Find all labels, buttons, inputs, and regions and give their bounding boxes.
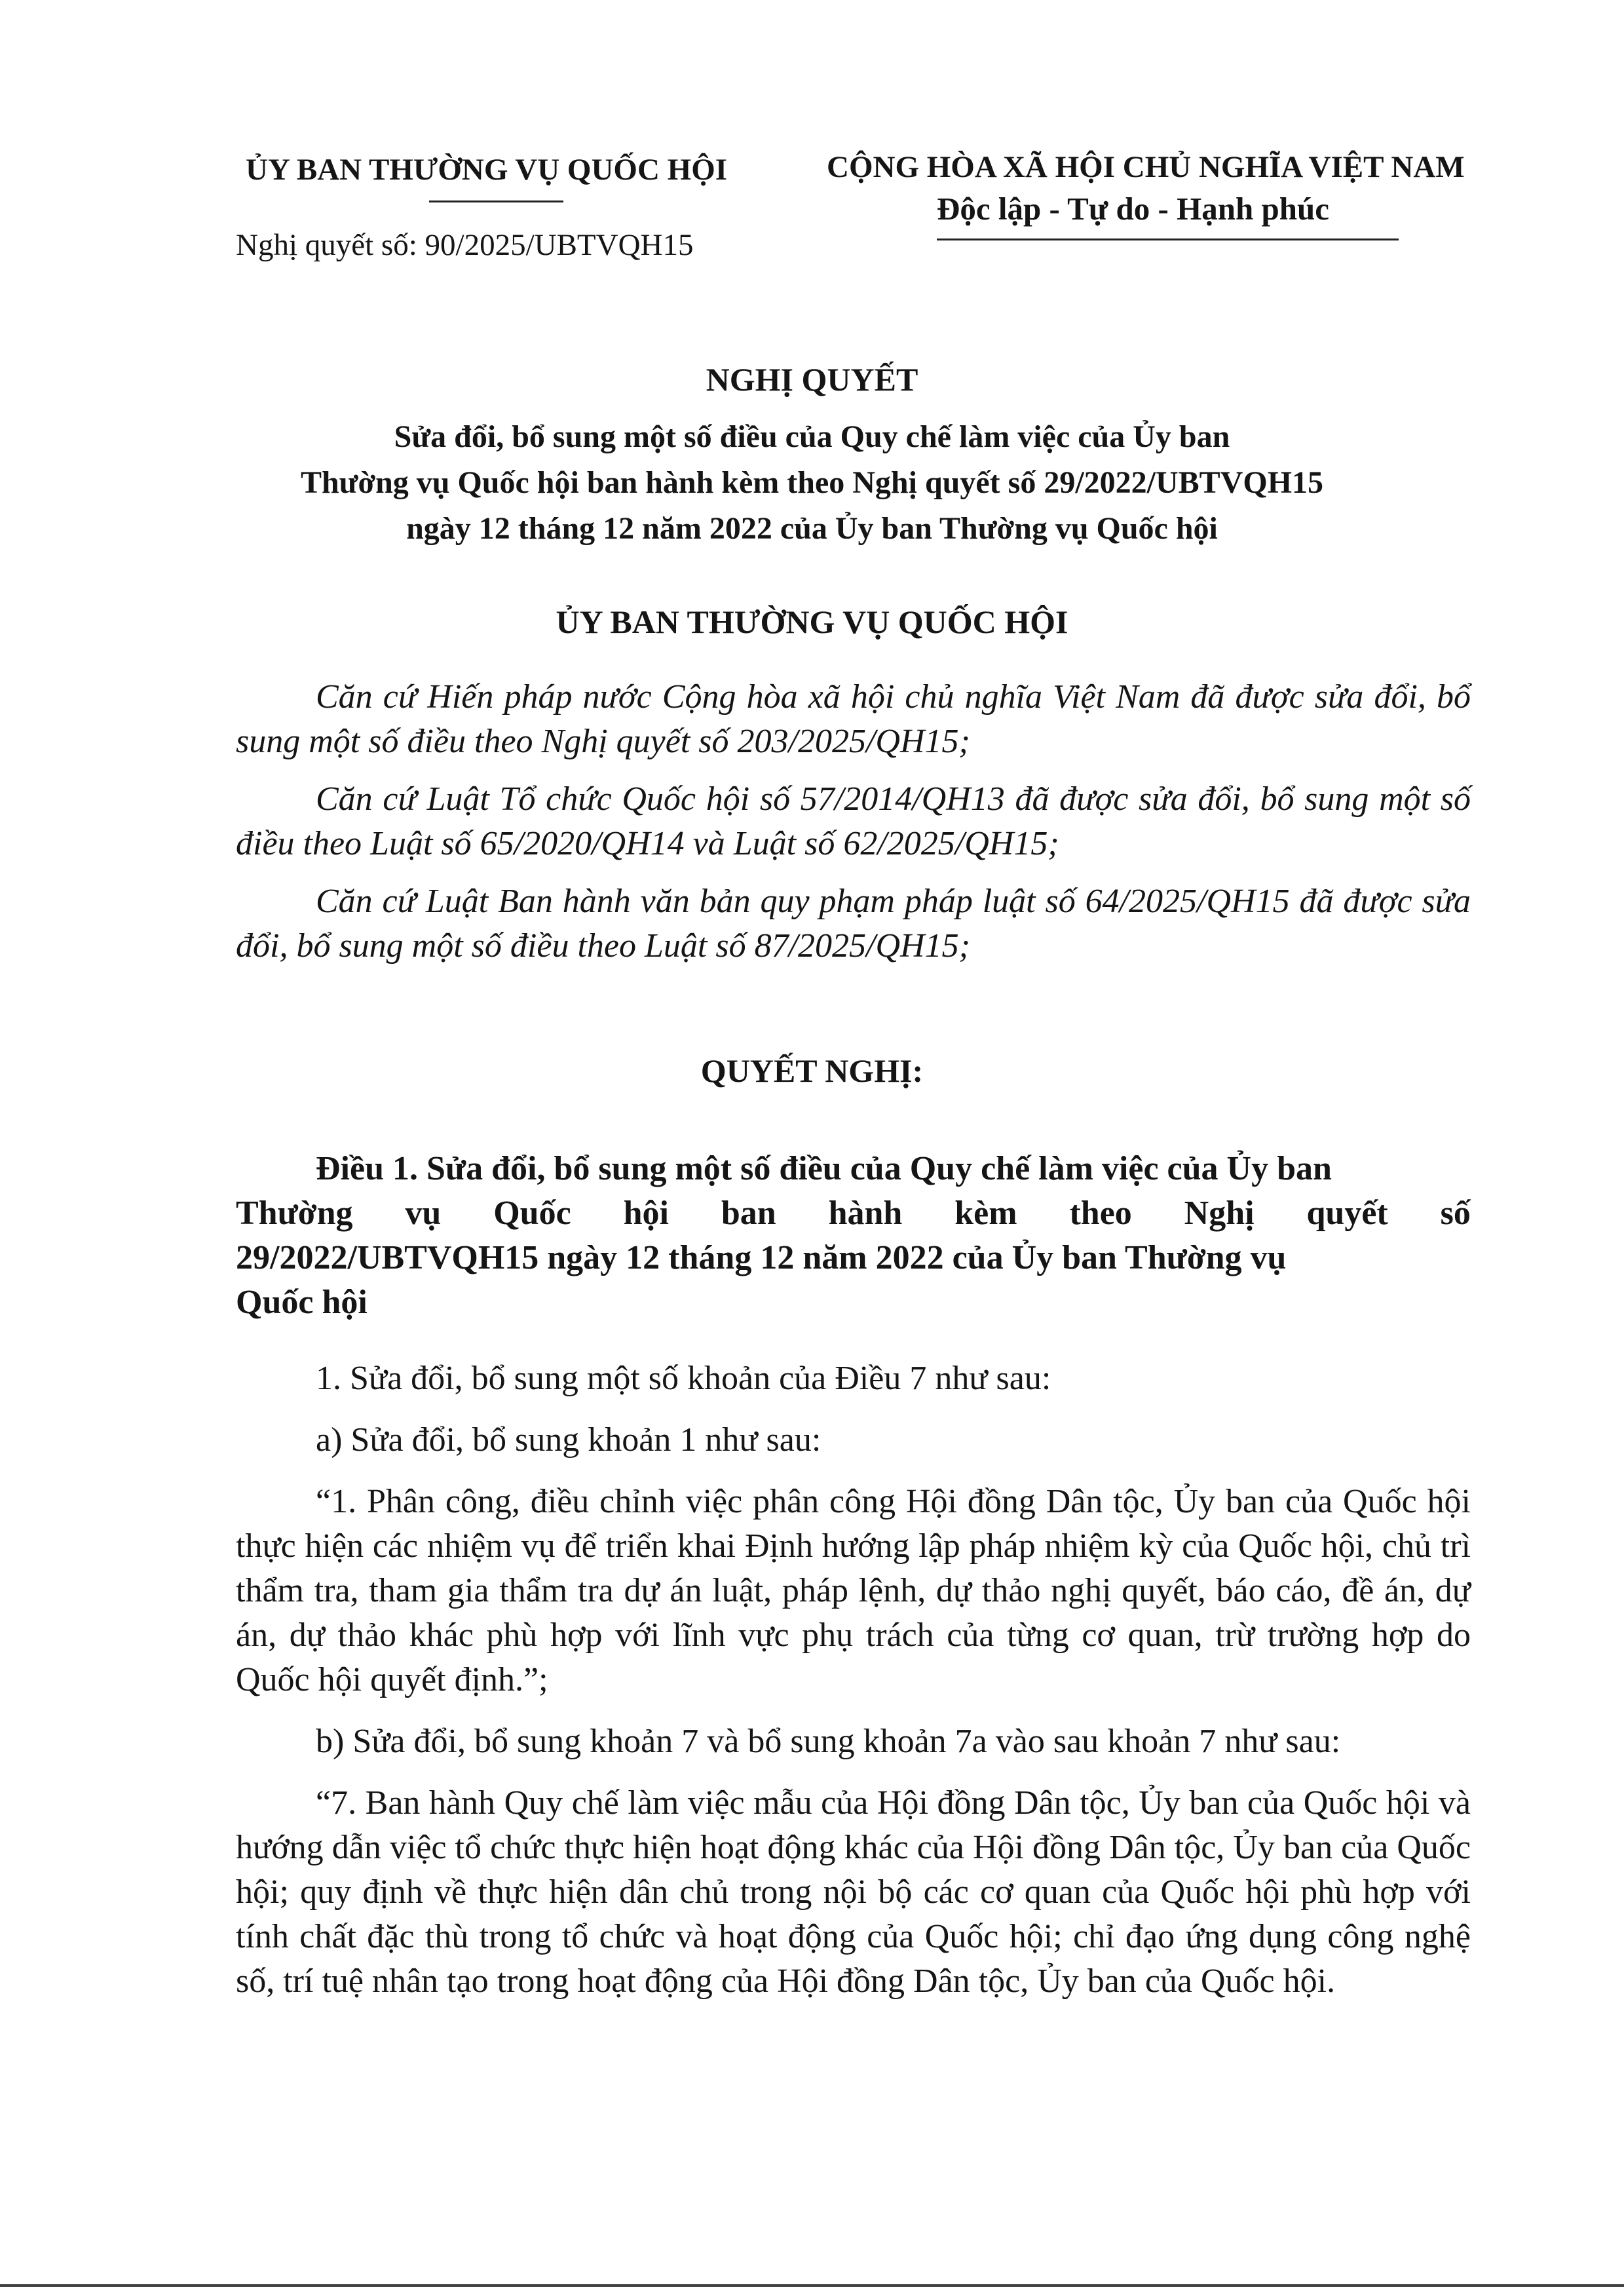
subject-line: ngày 12 tháng 12 năm 2022 của Ủy ban Thường vụ Quốc hội: [406, 511, 1218, 546]
article-line-justified: [236, 1191, 1471, 1236]
amended-text: “7. Ban hành Quy chế làm việc mẫu của Hội đồng Dân tộc, Ủy ban của Quốc hội và hướng dẫn việc tổ chức thực hiện hoạt động khác của Hội đồng Dân tộc, Ủy ban của Quốc hội; quy định về thực hiện dân chủ trong nội bộ các cơ quan của Quốc hội phù hợp với tính chất đặc thù trong tổ chức và hoạt động của Quốc hội; chỉ đạo ứng dụng công nghệ số, trí tuệ nhân tạo trong hoạt động của Hội đồng Dân tộc, Ủy ban của Quốc hội.: [236, 1784, 1471, 2000]
word: vụ: [405, 1195, 442, 1232]
document-subject: [0, 414, 1624, 552]
motto-underline: [937, 239, 1399, 240]
issuer-heading: ỦY BAN THƯỜNG VỤ QUỐC HỘI: [556, 603, 1068, 640]
word: ban: [721, 1195, 776, 1232]
word: Thường: [236, 1195, 353, 1232]
subject-line: Sửa đổi, bổ sung một số điều của Quy chế làm việc của Ủy ban: [394, 419, 1230, 454]
legal-basis: Căn cứ Luật Ban hành văn bản quy phạm pháp luật số 64/2025/QH15 đã được sửa đổi, bổ sung một số điều theo Luật số 87/2025/QH15;: [236, 883, 1471, 965]
article-1-heading: [236, 1147, 1471, 1325]
article-line: Quốc hội: [236, 1284, 368, 1321]
article-body: [236, 1356, 1471, 2004]
clause: 1. Sửa đổi, bổ sung một số khoản của Điều 7 như sau:: [316, 1360, 1051, 1397]
word: kèm: [954, 1195, 1017, 1232]
agency-underline: [429, 201, 563, 202]
word: hành: [828, 1195, 903, 1232]
point: b) Sửa đổi, bổ sung khoản 7 và bổ sung khoản 7a vào sau khoản 7 như sau:: [316, 1723, 1341, 1760]
document-number: Nghị quyết số: 90/2025/UBTVQH15: [236, 228, 694, 262]
word: Nghị: [1184, 1195, 1255, 1232]
decision-heading: QUYẾT NGHỊ:: [700, 1052, 924, 1089]
word: theo: [1069, 1195, 1132, 1232]
national-motto: Độc lập - Tự do - Hạnh phúc: [937, 191, 1329, 227]
word: Quốc: [493, 1195, 571, 1232]
word: số: [1440, 1195, 1471, 1232]
amended-text: “1. Phân công, điều chỉnh việc phân công Hội đồng Dân tộc, Ủy ban của Quốc hội thực hiện các nhiệm vụ để triển khai Định hướng lập pháp nhiệm kỳ của Quốc hội, chủ trì thẩm tra, tham gia thẩm tra dự án luật, pháp lệnh, dự thảo nghị quyết, báo cáo, đề án, dự án, dự thảo khác phù hợp với lĩnh vực phụ trách của từng cơ quan, trừ trường hợp do Quốc hội quyết định.”;: [236, 1483, 1471, 1698]
agency-name: ỦY BAN THƯỜNG VỤ QUỐC HỘI: [246, 153, 728, 187]
legal-basis: Căn cứ Hiến pháp nước Cộng hòa xã hội chủ nghĩa Việt Nam đã được sửa đổi, bổ sung một số điều theo Nghị quyết số 203/2025/QH15;: [236, 678, 1471, 760]
point: a) Sửa đổi, bổ sung khoản 1 như sau:: [316, 1421, 821, 1459]
page-bottom-edge: [0, 2284, 1624, 2287]
country-name: CỘNG HÒA XÃ HỘI CHỦ NGHĨA VIỆT NAM: [827, 150, 1465, 184]
article-line: Điều 1. Sửa đổi, bổ sung một số điều của Quy chế làm việc của Ủy ban: [316, 1150, 1332, 1187]
word: hội: [623, 1195, 669, 1232]
legal-basis: Căn cứ Luật Tổ chức Quốc hội số 57/2014/QH13 đã được sửa đổi, bổ sung một số điều theo Luật số 65/2020/QH14 và Luật số 62/2025/QH15;: [236, 780, 1471, 862]
legal-bases: [236, 675, 1471, 968]
article-line: 29/2022/UBTVQH15 ngày 12 tháng 12 năm 2022 của Ủy ban Thường vụ: [236, 1239, 1287, 1276]
word: quyết: [1306, 1195, 1388, 1232]
document-type: NGHỊ QUYẾT: [706, 361, 918, 398]
subject-line: Thường vụ Quốc hội ban hành kèm theo Nghị quyết số 29/2022/UBTVQH15: [300, 465, 1324, 500]
